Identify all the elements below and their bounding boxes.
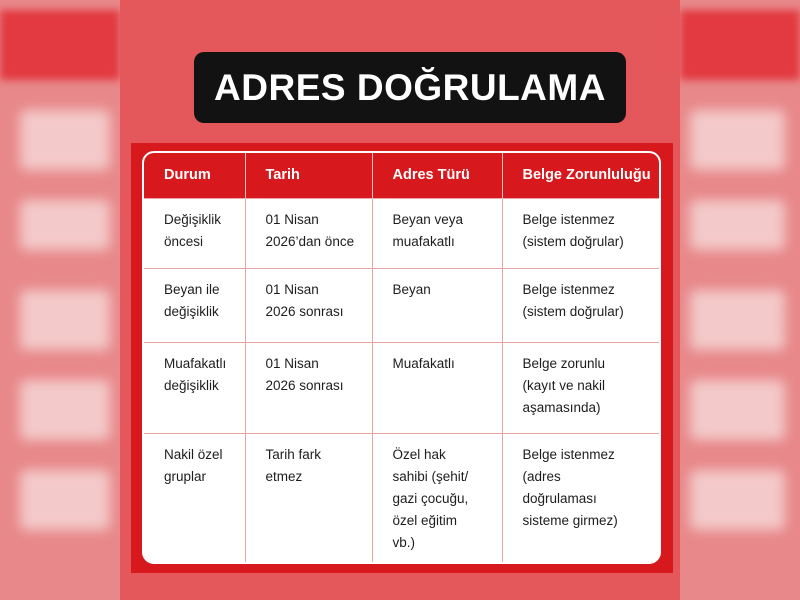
table-cell: Belge istenmez (adres doğrulaması sisteme girmez) <box>502 434 661 563</box>
info-table <box>144 153 661 562</box>
table-cell: Belge zorunlu (kayıt ve nakil aşamasında) <box>502 343 661 434</box>
table-cell: Muafakatlı değişiklik <box>144 343 245 434</box>
table-cell: 01 Nisan 2026 sonrası <box>245 343 372 434</box>
blurred-background-right <box>680 0 800 600</box>
table-cell: Değişiklik öncesi <box>144 199 245 269</box>
table-cell: Belge istenmez (sistem doğrular) <box>502 199 661 269</box>
table-header-row <box>144 153 661 199</box>
table-cell: Özel hak sahibi (şehit/ gazi çocuğu, özel eğitim vb.) <box>372 434 502 563</box>
table-cell: Beyan <box>372 269 502 343</box>
blurred-background-left <box>0 0 120 600</box>
table-cell: Tarih fark etmez <box>245 434 372 563</box>
column-header-durum: Durum <box>144 153 245 199</box>
info-table-card <box>142 151 661 564</box>
table-cell: 01 Nisan 2026 sonrası <box>245 269 372 343</box>
column-header-belge-zorunlulugu: Belge Zorunluluğu <box>502 153 661 199</box>
table-cell: Beyan ile değişiklik <box>144 269 245 343</box>
title-banner <box>194 52 626 123</box>
table-row <box>144 199 661 269</box>
column-header-adres-turu: Adres Türü <box>372 153 502 199</box>
table-row <box>144 343 661 434</box>
table-row <box>144 434 661 563</box>
table-cell: Muafakatlı <box>372 343 502 434</box>
column-header-tarih: Tarih <box>245 153 372 199</box>
page-title: ADRES DOĞRULAMA <box>214 66 606 108</box>
table-cell: Belge istenmez (sistem doğrular) <box>502 269 661 343</box>
table-row <box>144 269 661 343</box>
table-cell: Beyan veya muafakatlı <box>372 199 502 269</box>
table-cell: Nakil özel gruplar <box>144 434 245 563</box>
table-cell: 01 Nisan 2026’dan önce <box>245 199 372 269</box>
